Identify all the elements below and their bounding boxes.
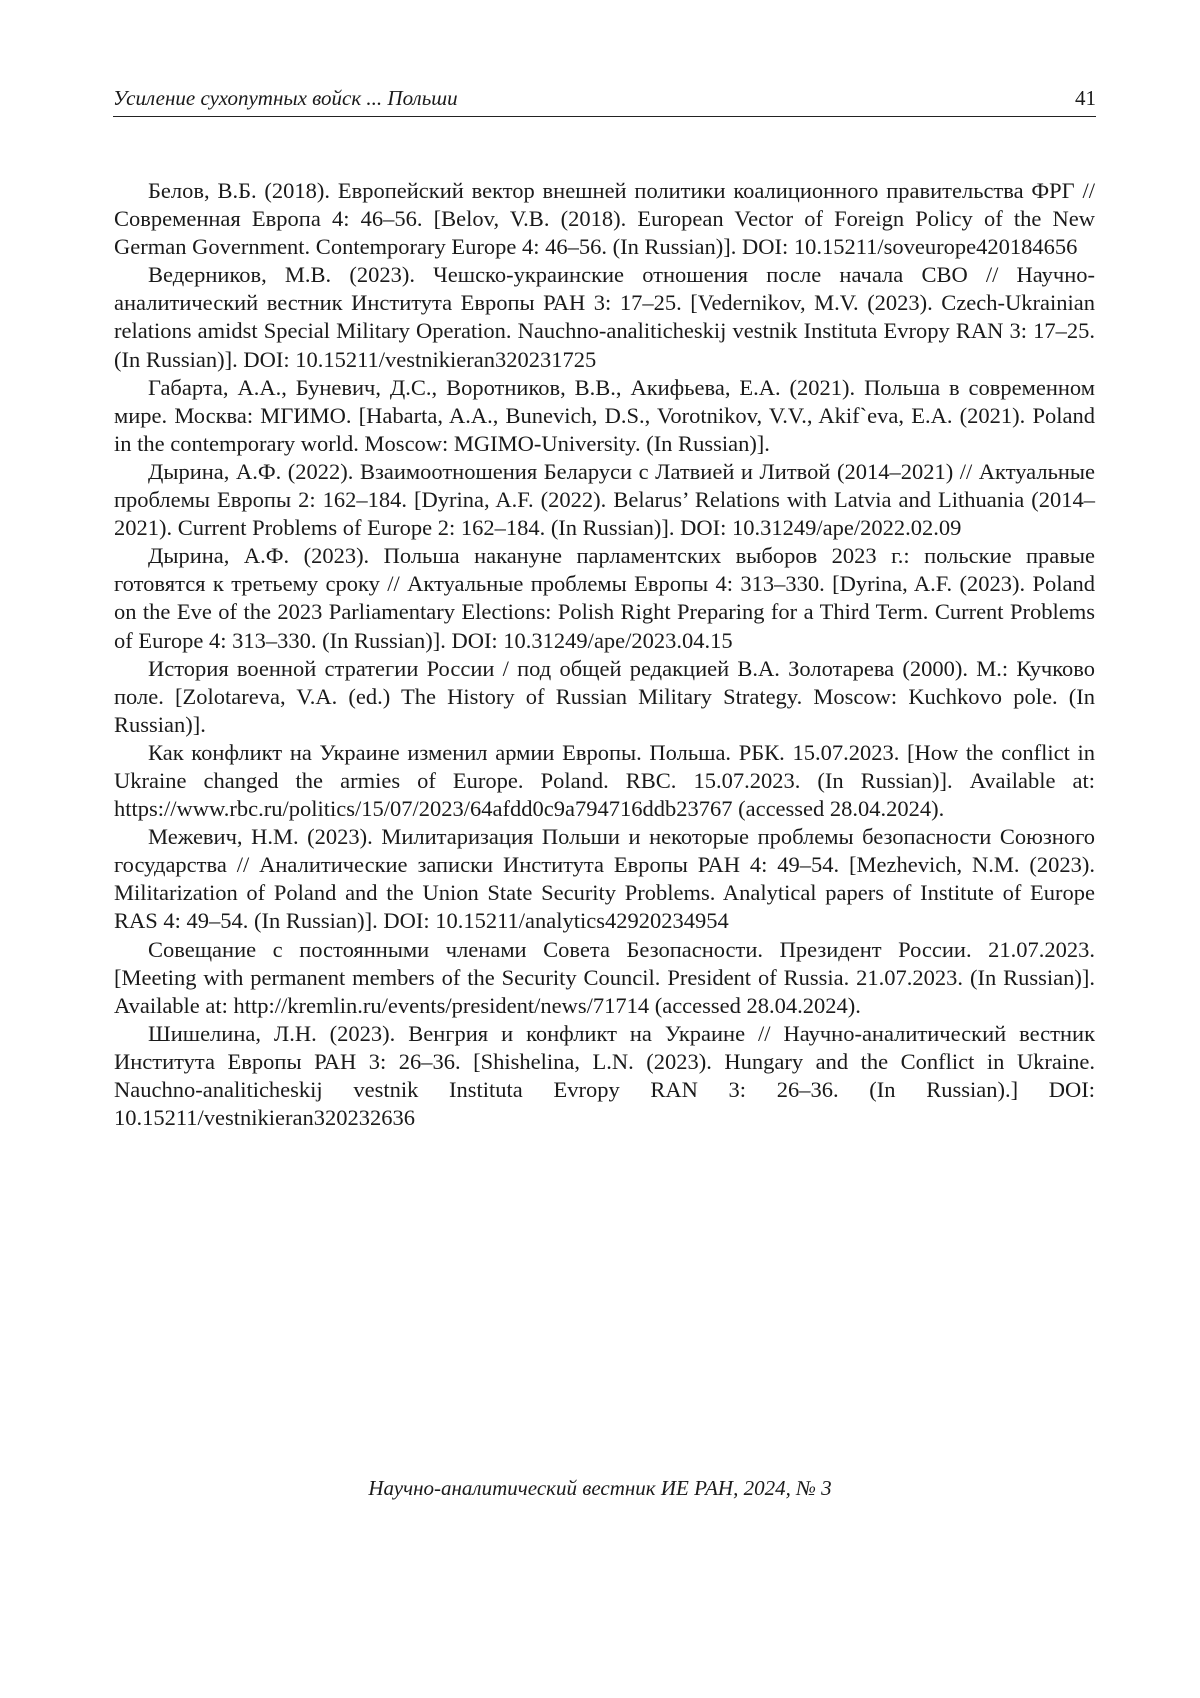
reference-entry: Совещание с постоянными членами Совета Безопасности. Президент России. 21.07.2023. [Meeting with permanent members of the Security Council. President of Russia. 21.07.2023. (In Russian)]. Available at: http://kremlin.ru/events/president/news/71714 (accessed 28.04.2024).: [114, 936, 1095, 1018]
reference-list: [114, 177, 1095, 1132]
reference-entry: Ведерников, М.В. (2023). Чешско-украинские отношения после начала СВО // Научно-аналитический вестник Института Европы РАН 3: 17–25. [Vedernikov, M.V. (2023). Czech-Ukrainian relations amidst Special Military Operation. Nauchno-analiticheskij vestnik Instituta Evropy RAN 3: 17–25. (In Russian)]. DOI: 10.15211/vestnikieran320231725: [114, 262, 1095, 372]
page-number: 41: [1075, 86, 1096, 110]
reference-entry: Дырина, А.Ф. (2023). Польша накануне парламентских выборов 2023 г.: польские правые готовятся к третьему сроку // Актуальные проблемы Европы 4: 313–330. [Dyrina, A.F. (2023). Poland on the Eve of the 2023 Parliamentary Elections: Polish Right Preparing for a Third Term. Current Problems of Europe 4: 313–330. (In Russian)]. DOI: 10.31249/ape/2023.04.15: [114, 543, 1095, 653]
reference-entry: Белов, В.Б. (2018). Европейский вектор внешней политики коалиционного правительства ФРГ // Современная Европа 4: 46–56. [Belov, V.B. (2018). European Vector of Foreign Policy of the New German Government. Contemporary Europe 4: 46–56. (In Russian)]. DOI: 10.15211/soveurope420184656: [114, 178, 1095, 260]
journal-footer: Научно-аналитический вестник ИЕ РАН, 2024, № 3: [368, 1476, 832, 1500]
reference-entry: История военной стратегии России / под общей редакцией В.А. Золотарева (2000). М.: Кучково поле. [Zolotareva, V.A. (ed.) The History of Russian Military Strategy. Moscow: Kuchkovo pole. (In Russian)].: [114, 655, 1095, 737]
reference-entry: Габарта, А.А., Буневич, Д.С., Воротников, В.В., Акифьева, Е.А. (2021). Польша в современном мире. Москва: МГИМО. [Habarta, A.A., Bunevich, D.S., Vorotnikov, V.V., Akif`eva, E.A. (2021). Poland in the contemporary world. Moscow: MGIMO-University. (In Russian)].: [114, 374, 1095, 456]
reference-entry: Межевич, Н.М. (2023). Милитаризация Польши и некоторые проблемы безопасности Союзного государства // Аналитические записки Института Европы РАН 4: 49–54. [Mezhevich, N.M. (2023). Militarization of Poland and the Union State Security Problems. Analytical papers of Institute of Europe RAS 4: 49–54. (In Russian)]. DOI: 10.15211/analytics42920234954: [114, 824, 1095, 934]
reference-entry: Как конфликт на Украине изменил армии Европы. Польша. РБК. 15.07.2023. [How the conflict in Ukraine changed the armies of Europe. Poland. RBC. 15.07.2023. (In Russian)]. Available at: https://www.rbc.ru/politics/15/07/2023/64afdd0c9a794716ddb23767 (accessed 28.04.2024).: [114, 739, 1095, 822]
running-title: Усиление сухопутных войск ... Польши: [113, 86, 458, 110]
running-header: [113, 84, 1096, 117]
reference-entry: Шишелина, Л.Н. (2023). Венгрия и конфликт на Украине // Научно-аналитический вестник Института Европы РАН 3: 26–36. [Shishelina, L.N. (2023). Hungary and the Conflict in Ukraine. Nauchno-analiticheskij vestnik Instituta Evropy RAN 3: 26–36. (In Russian).] DOI: 10.15211/vestnikieran320232636: [114, 1020, 1095, 1131]
reference-entry: Дырина, А.Ф. (2022). Взаимоотношения Беларуси с Латвией и Литвой (2014–2021) // Актуальные проблемы Европы 2: 162–184. [Dyrina, A.F. (2022). Belarus’ Relations with Latvia and Lithuania (2014–2021). Current Problems of Europe 2: 162–184. (In Russian)]. DOI: 10.31249/ape/2022.02.09: [114, 458, 1095, 541]
